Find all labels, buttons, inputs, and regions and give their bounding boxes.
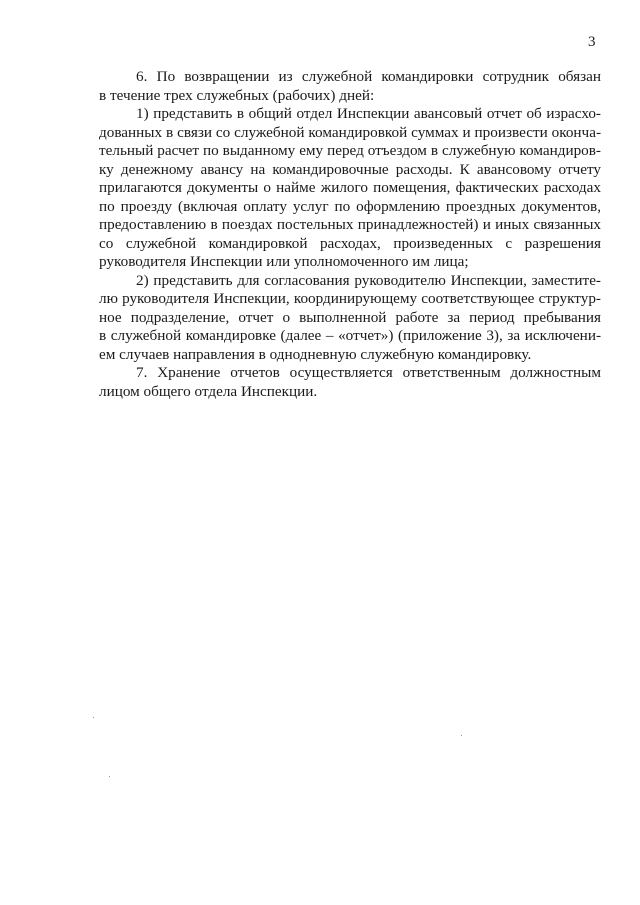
text-line: в течение трех служебных (рабочих) дней: [99, 86, 375, 104]
paragraph-subitem-2 [99, 272, 601, 365]
text-line: 1) представить в общий отдел Инспекции авансовый отчет об израсхо- [136, 105, 601, 122]
text-line: лю руководителя Инспекции, координирующему соответствующее структур- [99, 290, 601, 307]
paragraph-subitem-1 [99, 105, 601, 272]
text-line: ное подразделение, отчет о выполненной работе за период пребывания [99, 308, 601, 326]
text-line: руководителя Инспекции или уполномоченного им лица; [99, 253, 469, 270]
text-line: ку денежному авансу на командировочные расходы. К авансовому отчету [99, 160, 601, 178]
text-line: тельный расчет по выданному ему перед отъездом в служебную командиров- [99, 142, 601, 159]
scan-speck [109, 776, 110, 777]
text-line: в служебной командировке (далее – «отчет») (приложение 3), за исключени- [99, 327, 601, 344]
text-line: 6. По возвращении из служебной командировки сотрудник обязан [136, 68, 601, 85]
paragraph-item-7 [99, 364, 601, 401]
text-line: прилагаются документы о найме жилого помещения, фактических расходах [99, 179, 601, 196]
text-line: по проезду (включая оплату услуг по оформлению проездных документов, [99, 197, 601, 215]
text-line: 7. Хранение отчетов осуществляется ответственным должностным [136, 364, 601, 381]
text-line: лицом общего отдела Инспекции. [99, 382, 318, 400]
text-line: 2) представить для согласования руководителю Инспекции, заместите- [136, 271, 601, 289]
text-line: дованных в связи со служебной командировкой суммах и произвести оконча- [99, 123, 601, 141]
document-body [99, 68, 601, 401]
page-number: 3 [588, 34, 596, 50]
text-line: со служебной командировкой расходах, произведенных с разрешения [99, 234, 601, 252]
text-line: предоставлению в поездах постельных принадлежностей) и иных связанных [99, 216, 601, 233]
scan-speck [461, 735, 462, 736]
scan-speck [93, 717, 94, 718]
text-line: ем случаев направления в однодневную служебную командировку. [99, 345, 532, 363]
paragraph-item-6 [99, 68, 601, 105]
